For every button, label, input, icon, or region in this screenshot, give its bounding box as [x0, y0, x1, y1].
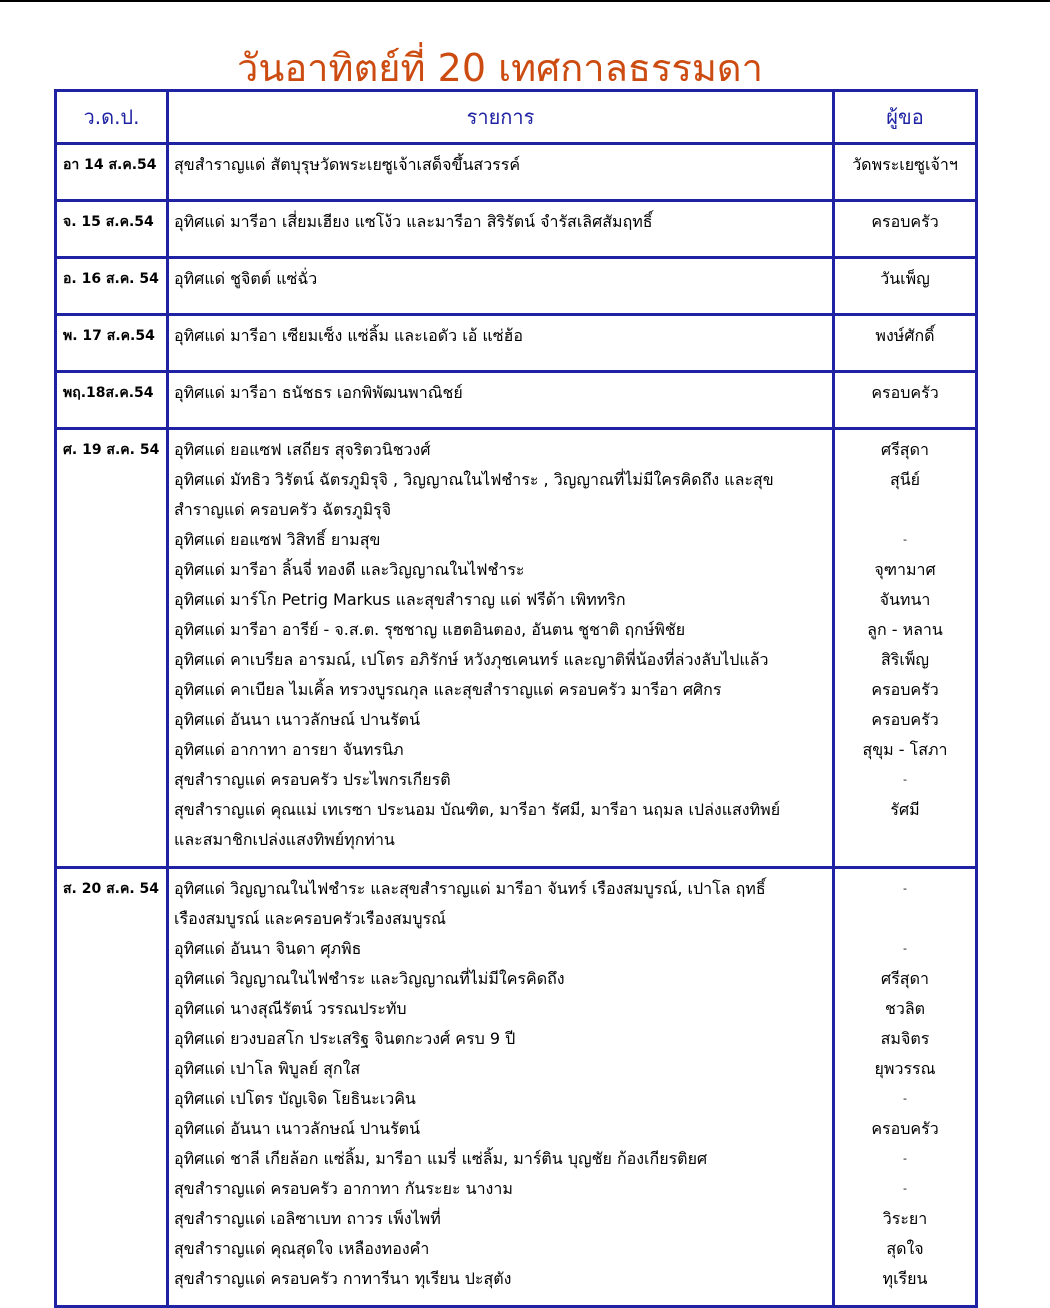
intention-line: อุทิศแด่ อันนา เนาวลักษณ์ ปานรัตน์: [174, 1119, 420, 1138]
requester-name: พงษ์ศักดิ์: [875, 326, 935, 345]
intention-line: เรืองสมบูรณ์ และครอบครัวเรืองสมบูรณ์: [174, 909, 446, 928]
requester-name: สุขุม - โสภา: [862, 740, 948, 759]
intention-line: อุทิศแด่ มารีอา อารีย์ - จ.ส.ต. รุซชาญ แฮตอินตอง, อันตน ชูชาติ ฤกษ์พิชัย: [174, 620, 686, 639]
requester-name: -: [903, 1182, 907, 1195]
requester-name: -: [903, 1152, 907, 1165]
requester-cell: [834, 429, 977, 868]
requester-name: จันทนา: [879, 590, 931, 609]
intention-line: สำราญแด่ ครอบครัว ฉัตรภูมิรุจิ: [174, 500, 392, 519]
requester-name: ครอบครัว: [871, 212, 939, 231]
requester-name: ครอบครัว: [871, 680, 939, 699]
intention-line: สุขสำราญแด่ ครอบครัว กาทารีนา ทุเรียน ปะสุตัง: [174, 1269, 512, 1288]
intention-line: และสมาชิกเปล่งแสงทิพย์ทุกท่าน: [174, 830, 395, 849]
requester-name: -: [903, 533, 907, 546]
date-column-header: ว.ด.ป.: [56, 91, 168, 144]
date-cell: จ. 15 ส.ค.54: [56, 201, 168, 258]
intentions-cell: [168, 258, 834, 315]
intentions-cell: [168, 315, 834, 372]
requester-name: [835, 828, 975, 858]
requester-name: -: [903, 1092, 907, 1105]
intention-line: อุทิศแด่ มารีอา เสี่ยมเฮียง แซโง้ว และมารีอา สิริรัตน์ จำรัสเลิศสัมฤทธิ์: [174, 212, 653, 231]
intentions-cell: [168, 429, 834, 868]
requester-cell: [834, 868, 977, 1307]
date-cell: พ. 17 ส.ค.54: [56, 315, 168, 372]
requester-column-header: ผู้ขอ: [834, 91, 977, 144]
item-column-header: รายการ: [168, 91, 834, 144]
table-row: [56, 429, 977, 868]
intention-line: อุทิศแด่ ชูจิตต์ แซ่ฉั่ว: [174, 269, 318, 288]
intention-line: อุทิศแด่ มารีอา ลิ้นจี่ ทองดี และวิญญาณในไฟชำระ: [174, 560, 525, 579]
table-row: [56, 372, 977, 429]
intention-line: อุทิศแด่ วิญญาณในไฟชำระ และสุขสำราญแด่ มารีอา จันทร์ เรืองสมบูรณ์, เปาโล ฤทธิ์: [174, 879, 766, 898]
intention-line: อุทิศแด่ คาเบรียล อารมณ์, เปโตร อภิรักษ์ หวังภุชเคนทร์ และญาติพี่น้องที่ล่วงลับไปแล้ว: [174, 650, 769, 669]
date-cell: อา 14 ส.ค.54: [56, 144, 168, 201]
intention-line: สุขสำราญแด่ ครอบครัว ประไพกรเกียรติ: [174, 770, 451, 789]
intention-line: อุทิศแด่ มารีอา ธนัชธร เอกพิพัฒนพาณิชย์: [174, 383, 463, 402]
intention-line: สุขสำราญแด่ คุณสุดใจ เหลืองทองคำ: [174, 1239, 430, 1258]
requester-name: ยุพวรรณ: [874, 1059, 936, 1078]
intention-line: สุขสำราญแด่ สัตบุรุษวัดพระเยซูเจ้าเสด็จขึ้นสวรรค์: [174, 155, 521, 174]
requester-name: ครอบครัว: [871, 383, 939, 402]
intentions-cell: [168, 144, 834, 201]
intention-line: อุทิศแด่ มารีอา เซียมเซ็ง แซ่ลิ้ม และเอดัว เอ้ แซ่ฮ้อ: [174, 326, 523, 345]
table-row: [56, 868, 977, 1307]
table-row: [56, 315, 977, 372]
header-row: [56, 91, 977, 144]
intention-line: อุทิศแด่ วิญญาณในไฟชำระ และวิญญาณที่ไม่มีใครคิดถึง: [174, 969, 565, 988]
page-title: วันอาทิตย์ที่ 20 เทศกาลธรรมดา: [237, 46, 763, 90]
intention-line: อุทิศแด่ เปาโล พิบูลย์ สุกใส: [174, 1059, 361, 1078]
requester-name: -: [903, 882, 907, 895]
requester-name: ชวลิต: [884, 999, 926, 1018]
requester-name: -: [903, 942, 907, 955]
requester-name: วิระยา: [882, 1209, 928, 1228]
date-cell: ศ. 19 ส.ค. 54: [56, 429, 168, 868]
table-row: [56, 144, 977, 201]
requester-name: ครอบครัว: [871, 710, 939, 729]
date-cell: อ. 16 ส.ค. 54: [56, 258, 168, 315]
requester-name: -: [903, 773, 907, 786]
intention-line: อุทิศแด่ ชาลี เกียล้อก แซ่ลิ้ม, มารีอา แมรี่ แซ่ลิ้ม, มาร์ติน บุญชัย ก้องเกียรติยศ: [174, 1149, 708, 1168]
requester-name: ศรีสุดา: [881, 969, 929, 988]
requester-name: รัศมี: [890, 800, 920, 819]
intention-line: อุทิศแด่ คาเบียล ไมเคิ้ล ทรวงบูรณกุล และสุขสำราญแด่ ครอบครัว มารีอา ศศิกร: [174, 680, 722, 699]
requester-name: สุนีย์: [889, 470, 921, 489]
intention-line: สุขสำราญแด่ คุณแม่ เทเรซา ประนอม บัณฑิต, มารีอา รัศมี, มารีอา นฤมล เปล่งแสงทิพย์: [174, 800, 781, 819]
intentions-cell: [168, 372, 834, 429]
requester-name: สิริเพ็ญ: [880, 650, 929, 669]
requester-name: [835, 907, 975, 937]
intention-line: อุทิศแด่ อันนา จินดา ศุภพิธ: [174, 939, 362, 958]
intentions-cell: [168, 868, 834, 1307]
requester-name: [835, 498, 975, 528]
requester-name: วัดพระเยซูเจ้าฯ: [852, 155, 958, 174]
requester-name: ทุเรียน: [882, 1269, 928, 1288]
intention-line: อุทิศแด่ ยอแซฟ วิสิทธิ์ ยามสุข: [174, 530, 381, 549]
intention-line: อุทิศแด่ มัทธิว วิรัตน์ ฉัตรภูมิรุจิ , วิญญาณในไฟชำระ , วิญญาณที่ไม่มีใครคิดถึง และสุข: [174, 470, 774, 489]
date-cell: ส. 20 ส.ค. 54: [56, 868, 168, 1307]
intention-line: อุทิศแด่ มาร์โก Petrig Markus และสุขสำราญ แด่ ฟรีด้า เพิททริก: [174, 590, 626, 609]
mass-intentions-table: [54, 89, 978, 1308]
requester-cell: [834, 315, 977, 372]
requester-cell: [834, 258, 977, 315]
requester-name: ครอบครัว: [871, 1119, 939, 1138]
table-row: [56, 258, 977, 315]
requester-cell: [834, 144, 977, 201]
table-body: [56, 144, 977, 1307]
intention-line: อุทิศแด่ เปโตร บัญเจิด โยธินะเวคิน: [174, 1089, 416, 1108]
requester-cell: [834, 372, 977, 429]
intention-line: สุขสำราญแด่ เอลิซาเบท ถาวร เพ็งไพที่: [174, 1209, 441, 1228]
requester-name: วันเพ็ญ: [880, 269, 930, 288]
date-cell: พฤ.18ส.ค.54: [56, 372, 168, 429]
requester-name: ลูก - หลาน: [867, 620, 943, 639]
intention-line: อุทิศแด่ ยอแซฟ เสถียร สุจริตวนิชวงศ์: [174, 440, 431, 459]
requester-name: จุฑามาศ: [874, 560, 936, 579]
intention-line: อุทิศแด่ อากาทา อารยา จันทรนิภ: [174, 740, 404, 759]
intention-line: อุทิศแด่ นางสุณีรัตน์ วรรณประทับ: [174, 999, 407, 1018]
requester-name: สมจิตร: [880, 1029, 930, 1048]
requester-name: ศรีสุดา: [881, 440, 929, 459]
intentions-cell: [168, 201, 834, 258]
requester-cell: [834, 201, 977, 258]
intention-line: อุทิศแด่ ยวงบอสโก ประเสริฐ จินตกะวงศ์ ครบ 9 ปี: [174, 1029, 516, 1048]
top-rule: [0, 0, 1050, 2]
table-row: [56, 201, 977, 258]
intention-line: สุขสำราญแด่ ครอบครัว อากาทา กันระยะ นางาม: [174, 1179, 513, 1198]
intention-line: อุทิศแด่ อันนา เนาวลักษณ์ ปานรัตน์: [174, 710, 420, 729]
requester-name: สุดใจ: [886, 1239, 924, 1258]
